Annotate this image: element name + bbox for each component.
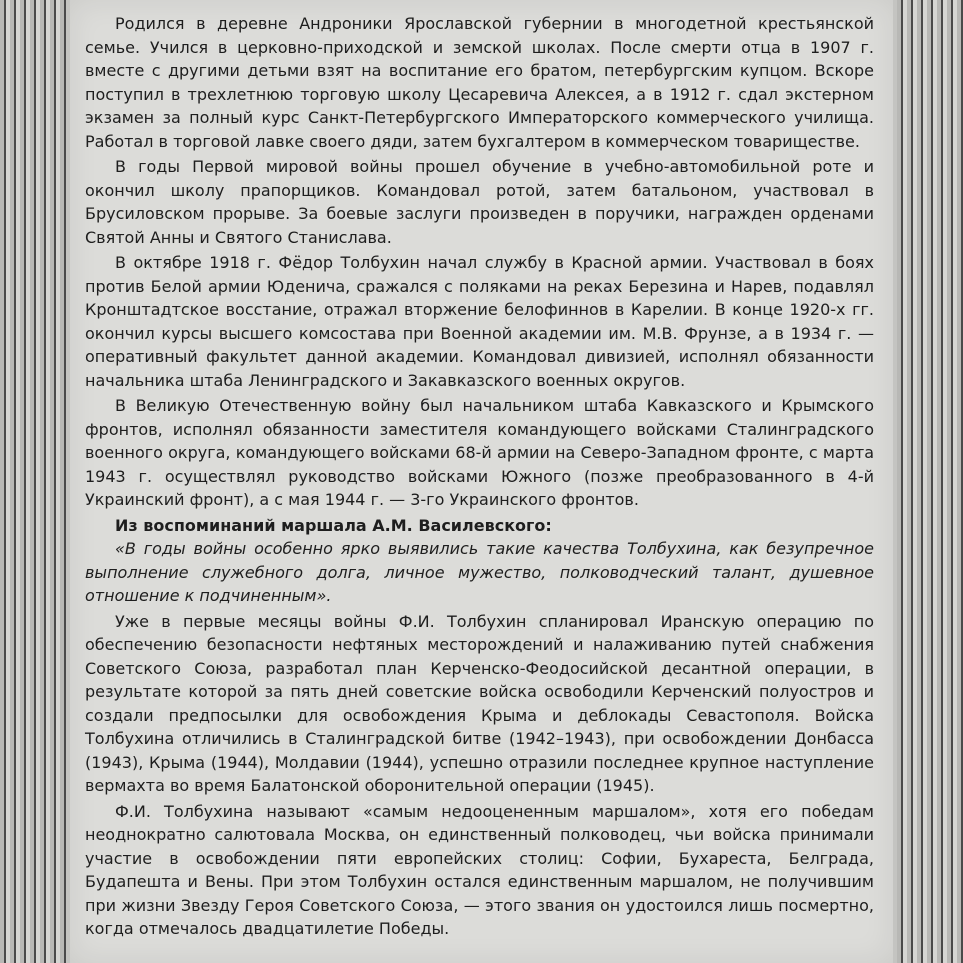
biography-text bbox=[85, 12, 874, 943]
paragraph-great-patriotic-war: В Великую Отечественную войну был начальником штаба Кавказского и Крымского фронтов, исполнял обязанности заместителя командующего войсками Сталинградского военного округа, командующего войсками 68-й армии на Северо-Западном фронте, с марта 1943 г. осуществлял руководство войсками Южного (позже преобразованного в 4-й Украинский фронт), а с мая 1944 г. — 3-го Украинского фронтов. bbox=[85, 396, 874, 509]
paragraph-legacy: Ф.И. Толбухина называют «самым недооцененным маршалом», хотя его победам неоднократно салютовала Москва, он единственный полководец, чьи войска принимали участие в освобождении пяти европейских столиц: Софии, Бухареста, Белграда, Будапешта и Вены. При этом Толбухин остался единственным маршалом, не получившим при жизни Звезду Героя Советского Союза, — этого звания он удостоился лишь посмертно, когда отмечалось двадцатилетие Победы. bbox=[85, 801, 874, 938]
left-stripe-border bbox=[0, 0, 66, 963]
quote-heading: Из воспоминаний маршала А.М. Василевского: bbox=[115, 515, 552, 535]
right-stripe-border bbox=[897, 0, 963, 963]
paragraph-red-army: В октябре 1918 г. Фёдор Толбухин начал службу в Красной армии. Участвовал в боях против Белой армии Юденича, сражался с поляками на реках Березина и Нарев, подавлял Кронштадтское восстание, отражал вторжение белофиннов в Карелии. В конце 1920-х гг. окончил курсы высшего комсостава при Военной академии им. М.В. Фрунзе, а в 1934 г. — оперативный факультет данной академии. Командовал дивизией, исполнял обязанности начальника штаба Ленинградского и Закавказского военных округов. bbox=[85, 253, 874, 390]
quote-text: «В годы войны особенно ярко выявились такие качества Толбухина, как безупречное выполнение служебного долга, личное мужество, полководческий талант, душевное отношение к подчиненным». bbox=[85, 539, 874, 605]
paragraph-early-life: Родился в деревне Андроники Ярославской губернии в многодетной крестьянской семье. Учился в церковно-приходской и земской школах. После смерти отца в 1907 г. вместе с другими детьми взят на воспитание его братом, петербургским купцом. Вскоре поступил в трехлетнюю торговую школу Цесаревича Алексея, а в 1912 г. сдал экстерном экзамен за полный курс Санкт-Петербургского Императорского коммерческого училища. Работал в торговой лавке своего дяди, затем бухгалтером в коммерческом товариществе. bbox=[85, 14, 874, 151]
paragraph-operations: Уже в первые месяцы войны Ф.И. Толбухин спланировал Иранскую операцию по обеспечению безопасности нефтяных месторождений и налаживанию путей снабжения Советского Союза, разработал план Керченско-Феодосийской десантной операции, в результате которой за пять дней советские войска освободили Керченский полуостров и создали предпосылки для освобождения Крыма и деблокады Севастополя. Войска Толбухина отличились в Сталинградской битве (1942–1943), при освобождении Донбасса (1943), Крыма (1944), Молдавии (1944), успешно отразили последнее крупное наступление вермахта во время Балатонской оборонительной операции (1945). bbox=[85, 611, 874, 795]
paragraph-ww1: В годы Первой мировой войны прошел обучение в учебно-автомобильной роте и окончил школу прапорщиков. Командовал ротой, затем батальоном, участвовал в Брусиловском прорыве. За боевые заслуги произведен в поручики, награжден орденами Святой Анны и Святого Станислава. bbox=[85, 157, 874, 247]
text-panel bbox=[70, 0, 893, 963]
